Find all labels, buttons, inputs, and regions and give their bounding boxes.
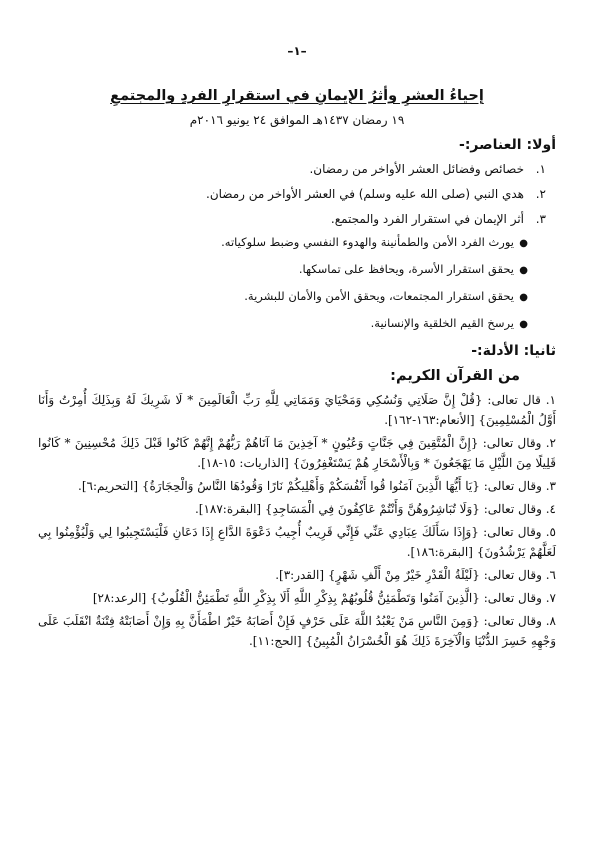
bullet-item	[38, 316, 528, 332]
verse-item: ٤. وقال تعالى: {وَلَا تُبَاشِرُوهُنَّ وَأَنْتُمْ عَاكِفُونَ فِي الْمَسَاجِدِ} [البقرة:١٨٧].	[194, 502, 556, 516]
bullet-icon: ●	[519, 319, 528, 330]
verse-item: ١. قال تعالى: {قُلْ إِنَّ صَلَاتِي وَنُسُكِي وَمَحْيَايَ وَمَمَاتِي لِلَّهِ رَبِّ الْعَالَمِينَ * لَا شَرِيكَ لَهُ وَبِذَلِكَ أُمِرْتُ وَأَنَا أَوَّلُ الْمُسْلِمِينَ} [الأنعام:١٦٣-١٦٢].	[38, 393, 556, 427]
document-date: ١٩ رمضان ١٤٣٧هـ الموافق ٢٤ يونيو ٢٠١٦م	[189, 113, 405, 127]
verse-item: ٨. وقال تعالى: {وَمِنَ النَّاسِ مَنْ يَعْبُدُ اللَّهَ عَلَى حَرْفٍ فَإِنْ أَصَابَهُ خَيْرٌ اطْمَأَنَّ بِهِ وَإِنْ أَصَابَتْهُ فِتْنَةٌ انْقَلَبَ عَلَى وَجْهِهِ خَسِرَ الدُّنْيَا وَالْآخِرَةَ ذَلِكَ هُوَ الْخُسْرَانُ الْمُبِينُ} [الحج:١١].	[38, 614, 556, 648]
bullet-text: يرسخ القيم الخلقية والإنسانية.	[370, 316, 514, 330]
bullet-item	[38, 262, 528, 278]
verse-item: ٣. وقال تعالى: {يَا أَيُّهَا الَّذِينَ آمَنُوا قُوا أَنْفُسَكُمْ وَأَهْلِيكُمْ نَارًا وَقُودُهَا النَّاسُ وَالْحِجَارَةُ} [التحريم:٦].	[78, 479, 556, 493]
verse-item: ٧. وقال تعالى: {الَّذِينَ آمَنُوا وَتَطْمَئِنُّ قُلُوبُهُمْ بِذِكْرِ اللَّهِ أَلَا بِذِكْرِ اللَّهِ تَطْمَئِنُّ الْقُلُوبُ} [الرعد:٢٨]	[92, 591, 556, 605]
item-number: ٣.	[535, 212, 546, 226]
bullet-icon: ●	[519, 238, 528, 249]
item-number: ١.	[535, 162, 546, 176]
verse-item: ٢. وقال تعالى: {إِنَّ الْمُتَّقِينَ فِي جَنَّاتٍ وَعُيُونٍ * آخِذِينَ مَا آتَاهُمْ رَبُّهُمْ إِنَّهُمْ كَانُوا قَبْلَ ذَلِكَ مُحْسِنِينَ * كَانُوا قَلِيلًا مِنَ اللَّيْلِ مَا يَهْجَعُونَ * وَبِالْأَسْحَارِ هُمْ يَسْتَغْفِرُونَ} [الذاريات: ١٥-١٨].	[38, 436, 556, 470]
list-item	[38, 162, 546, 176]
bullet-text: يحقق استقرار المجتمعات، ويحقق الأمن والأمان للبشرية.	[244, 289, 514, 303]
section-elements-heading: أولا: العناصر:-	[459, 137, 556, 153]
document-title: إحياءُ العشرِ وأثرُ الإيمانِ في استقرارِ الفردِ والمجتمعِ	[110, 88, 484, 104]
verse-item: ٥. وقال تعالى: {وَإِذَا سَأَلَكَ عِبَادِي عَنِّي فَإِنِّي قَرِيبٌ أُجِيبُ دَعْوَةَ الدَّاعِ إِذَا دَعَانِ فَلْيَسْتَجِيبُوا لِي وَلْيُؤْمِنُوا بِي لَعَلَّهُمْ يَرْشُدُونَ} [البقرة:١٨٦].	[38, 525, 556, 559]
item-text: خصائص وفضائل العشر الأواخر من رمضان.	[309, 162, 524, 176]
bullet-item	[38, 235, 528, 251]
bullet-text: يحقق استقرار الأسرة، ويحافظ على تماسكها.	[298, 262, 514, 276]
effects-bullet-list	[38, 235, 556, 332]
page-number: –١–	[287, 44, 307, 58]
bullet-icon: ●	[519, 265, 528, 276]
item-number: ٢.	[535, 187, 546, 201]
bullet-icon: ●	[519, 292, 528, 303]
bullet-item	[38, 289, 528, 305]
section-evidence-heading: ثانيا: الأدلة:-	[471, 343, 556, 359]
bullet-text: يورث الفرد الأمن والطمأنينة والهدوء النفسي وضبط سلوكياته.	[221, 235, 514, 249]
quran-subheading: من القرآن الكريم:	[390, 368, 520, 384]
elements-list	[38, 162, 556, 226]
item-text: أثر الإيمان في استقرار الفرد والمجتمع.	[330, 212, 524, 226]
list-item	[38, 187, 546, 201]
verse-item: ٦. وقال تعالى: {لَيْلَةُ الْقَدْرِ خَيْرٌ مِنْ أَلْفِ شَهْرٍ} [القدر:٣].	[275, 568, 556, 582]
list-item	[38, 212, 546, 226]
verses-list	[38, 390, 556, 651]
item-text: هدي النبي (صلى الله عليه وسلم) في العشر الأواخر من رمضان.	[206, 187, 524, 201]
